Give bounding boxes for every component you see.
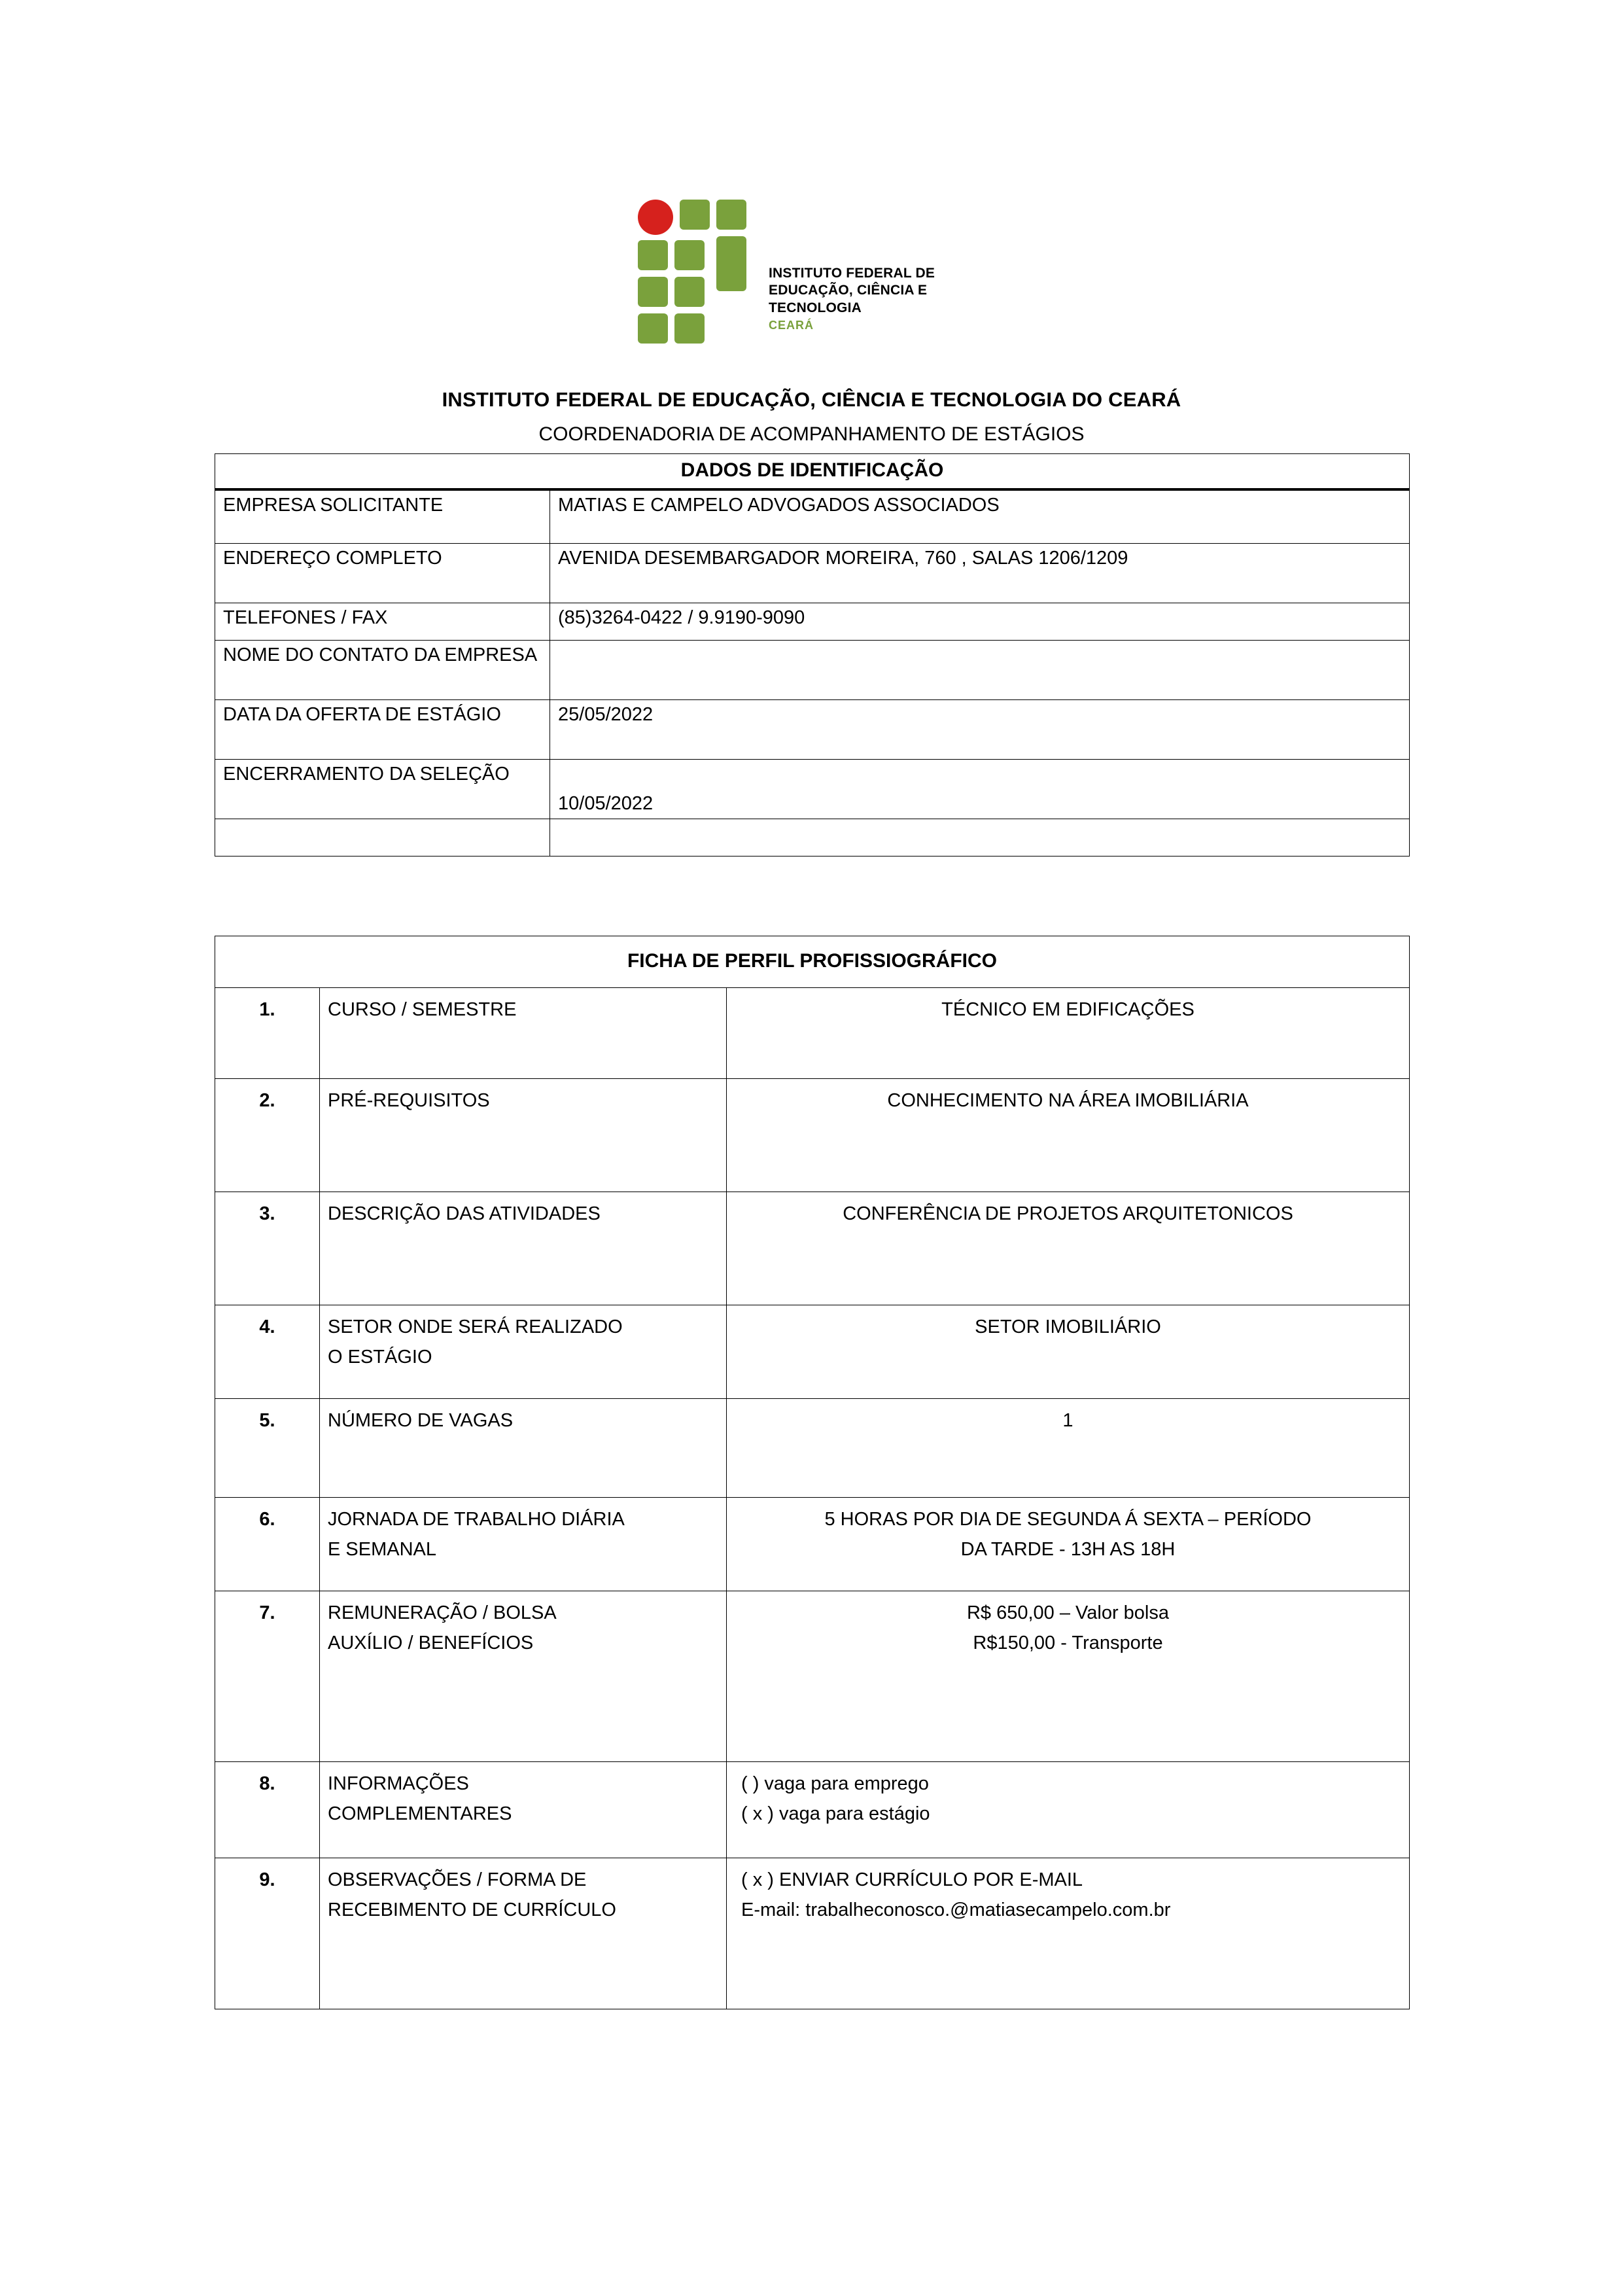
logo-square (674, 240, 705, 270)
table-row (215, 700, 1410, 760)
row-label: ENDEREÇO COMPLETO (215, 544, 550, 603)
row-number: 4. (215, 1305, 320, 1399)
table-row (215, 489, 1410, 544)
profile-title: FICHA DE PERFIL PROFISSIOGRÁFICO (215, 936, 1410, 988)
logo-line-2: EDUCAÇÃO, CIÊNCIA E TECNOLOGIA (769, 283, 928, 315)
row-value (727, 1858, 1410, 2009)
row-label: DATA DA OFERTA DE ESTÁGIO (215, 700, 550, 760)
row-label: NÚMERO DE VAGAS (320, 1399, 727, 1498)
row-label (320, 1498, 727, 1591)
table-row (215, 1498, 1410, 1591)
row-value: CONFERÊNCIA DE PROJETOS ARQUITETONICOS (727, 1192, 1410, 1305)
table-row (215, 1305, 1410, 1399)
identification-table (215, 453, 1410, 857)
row-value (727, 1591, 1410, 1762)
row-label (320, 1858, 727, 2009)
checkbox-vaga-emprego[interactable]: ( ) vaga para emprego (741, 1773, 929, 1794)
table-row (215, 1858, 1410, 2009)
table-row (215, 1079, 1410, 1192)
row-value: AVENIDA DESEMBARGADOR MOREIRA, 760 , SALAS 1206/1209 (550, 544, 1410, 603)
row-label: EMPRESA SOLICITANTE (215, 489, 550, 544)
row-value-line-2: R$150,00 - Transporte (973, 1633, 1163, 1654)
checkbox-vaga-estagio[interactable]: ( x ) vaga para estágio (741, 1803, 930, 1825)
profile-header-row (215, 936, 1410, 988)
row-value-line-1: 5 HORAS POR DIA DE SEGUNDA Á SEXTA – PERÍODO (824, 1509, 1312, 1530)
row-label: PRÉ-REQUISITOS (320, 1079, 727, 1192)
row-label-line-2: O ESTÁGIO (328, 1347, 432, 1368)
row-label (215, 819, 550, 857)
logo-square (638, 277, 668, 307)
row-label-line-1: REMUNERAÇÃO / BOLSA (328, 1602, 557, 1623)
row-label-line-2: E SEMANAL (328, 1539, 436, 1561)
logo-square (638, 313, 668, 344)
row-label (320, 1762, 727, 1858)
institution-title: INSTITUTO FEDERAL DE EDUCAÇÃO, CIÊNCIA E TECNOLOGIA DO CEARÁ (442, 388, 1181, 411)
row-label-line-2: COMPLEMENTARES (328, 1803, 512, 1825)
department-subtitle: COORDENADORIA DE ACOMPANHAMENTO DE ESTÁGIOS (538, 423, 1085, 445)
table-row (215, 819, 1410, 857)
row-label-line-1: INFORMAÇÕES (328, 1773, 469, 1794)
logo-square (674, 277, 705, 307)
row-label-line-2: AUXÍLIO / BENEFÍCIOS (328, 1633, 534, 1654)
table-header-row (215, 454, 1410, 490)
ifce-logo (638, 200, 991, 340)
row-value: TÉCNICO EM EDIFICAÇÕES (727, 988, 1410, 1079)
row-label (320, 1591, 727, 1762)
logo-square (716, 200, 746, 230)
table-row (215, 1192, 1410, 1305)
row-label-line-2: RECEBIMENTO DE CURRÍCULO (328, 1899, 616, 1921)
row-label: ENCERRAMENTO DA SELEÇÃO (215, 760, 550, 819)
row-value: 25/05/2022 (550, 700, 1410, 760)
row-number: 7. (215, 1591, 320, 1762)
checkbox-enviar-curriculo[interactable]: ( x ) ENVIAR CURRÍCULO POR E-MAIL (741, 1869, 1083, 1890)
row-value (550, 641, 1410, 700)
email-text: E-mail: trabalheconosco.@matiasecampelo.com.br (741, 1899, 1171, 1921)
row-number: 6. (215, 1498, 320, 1591)
logo-dot-red (638, 200, 673, 235)
row-label-line-1: OBSERVAÇÕES / FORMA DE (328, 1869, 587, 1890)
logo-squares (638, 200, 762, 330)
row-value: 1 (727, 1399, 1410, 1498)
row-value (727, 1762, 1410, 1858)
row-label (320, 1305, 727, 1399)
row-value: MATIAS E CAMPELO ADVOGADOS ASSOCIADOS (550, 489, 1410, 544)
row-label: CURSO / SEMESTRE (320, 988, 727, 1079)
table-row (215, 641, 1410, 700)
row-number: 1. (215, 988, 320, 1079)
row-value-line-1: R$ 650,00 – Valor bolsa (966, 1602, 1169, 1623)
row-value (727, 1498, 1410, 1591)
row-number: 9. (215, 1858, 320, 2009)
table-row (215, 760, 1410, 819)
logo-square-tall (716, 236, 746, 291)
table-row (215, 1591, 1410, 1762)
logo-square (680, 200, 710, 230)
row-label-line-1: JORNADA DE TRABALHO DIÁRIA (328, 1509, 625, 1530)
row-value: 10/05/2022 (550, 760, 1410, 819)
logo-line-1: INSTITUTO FEDERAL DE (769, 266, 935, 281)
row-value: CONHECIMENTO NA ÁREA IMOBILIÁRIA (727, 1079, 1410, 1192)
row-number: 8. (215, 1762, 320, 1858)
row-label-line-1: SETOR ONDE SERÁ REALIZADO (328, 1316, 623, 1337)
logo-square (674, 313, 705, 344)
row-value-line-2: DA TARDE - 13H AS 18H (960, 1539, 1176, 1561)
table-row (215, 1762, 1410, 1858)
row-label: NOME DO CONTATO DA EMPRESA (215, 641, 550, 700)
logo-square (638, 240, 668, 270)
row-number: 5. (215, 1399, 320, 1498)
row-value: (85)3264-0422 / 9.9190-9090 (550, 603, 1410, 641)
table-row (215, 1399, 1410, 1498)
table-row (215, 988, 1410, 1079)
table-row (215, 544, 1410, 603)
logo-line-3: CEARÁ (769, 318, 814, 332)
row-number: 3. (215, 1192, 320, 1305)
identification-title: DADOS DE IDENTIFICAÇÃO (215, 454, 1410, 490)
profile-table (215, 936, 1410, 2009)
row-label: TELEFONES / FAX (215, 603, 550, 641)
row-label: DESCRIÇÃO DAS ATIVIDADES (320, 1192, 727, 1305)
row-number: 2. (215, 1079, 320, 1192)
row-value (550, 819, 1410, 857)
logo-wordmark (769, 265, 991, 334)
table-row (215, 603, 1410, 641)
row-value: SETOR IMOBILIÁRIO (727, 1305, 1410, 1399)
